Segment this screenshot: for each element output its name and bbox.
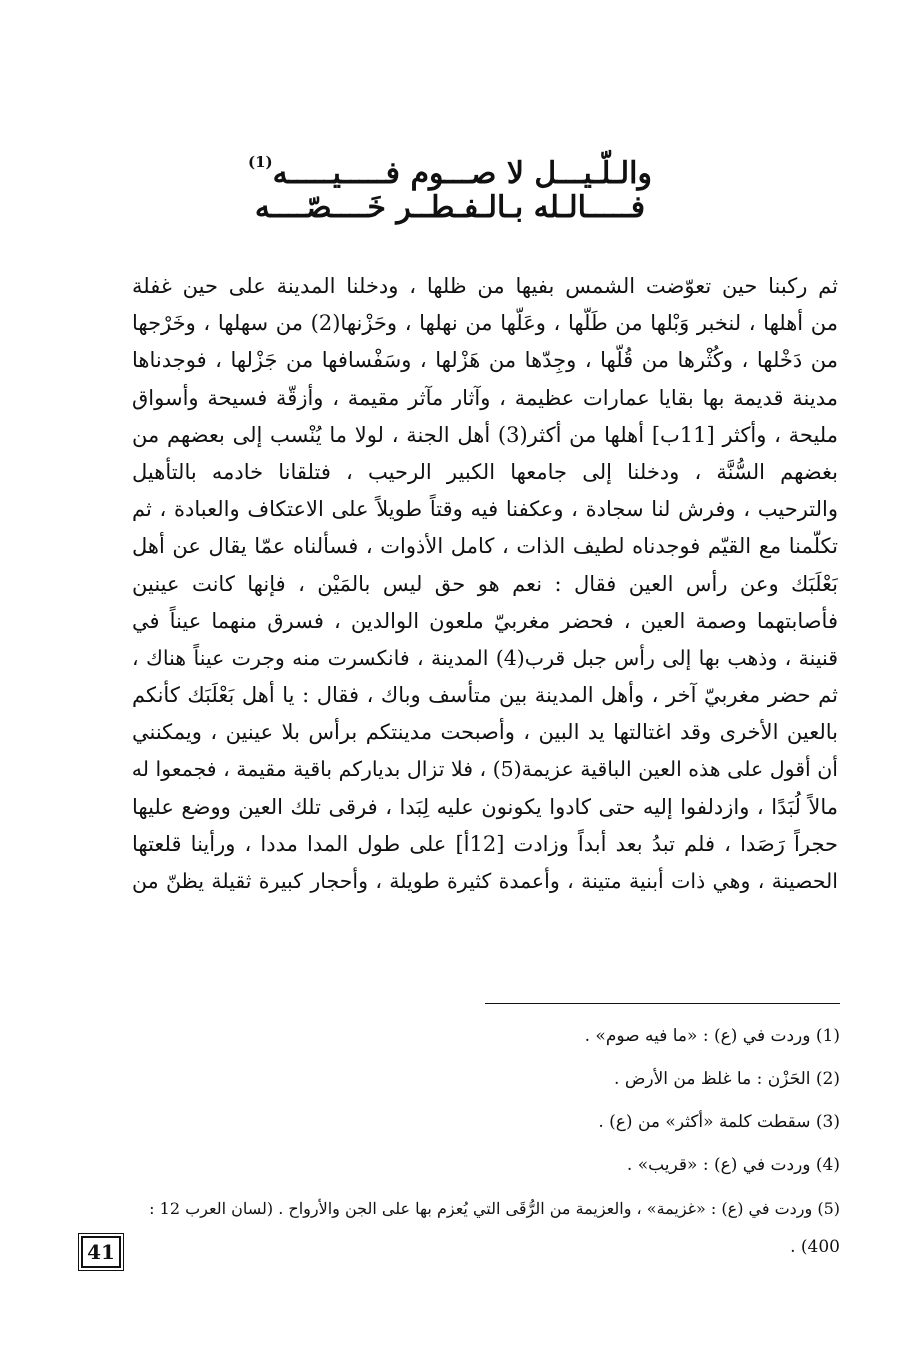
body-line: ثم ركبنا حين تعوّضت الشمس بفيها من ظلها ، ودخلنا المدينة على حين غفلة xyxy=(132,274,838,298)
body-line: حجراً رَصَدا ، فلم تبدُ بعد أبداً وزادت [12أ] على طول المدا مددا ، ورأينا قلعتها xyxy=(132,831,838,856)
body-line: بغضهم السُّنَّة ، ودخلنا إلى جامعها الكبير الرحيب ، فتلقانا خادمه بالتأهيل xyxy=(132,459,838,484)
body-line: مليحة ، وأكثر [11ب] أهلها من أكثر(3) أهل الجنة ، لولا ما يُنْسب إلى بعضهم من xyxy=(132,422,838,447)
verse-line-1-text: والـلّـيـــل لا صـــوم فـــــيـــــه xyxy=(272,156,652,191)
footnotes xyxy=(132,1015,840,1264)
body-line: قنينة ، وذهب بها إلى رأس جبل قرب(4) المدينة ، فانكسرت منه وجرت عيناً هناك ، xyxy=(132,645,838,670)
footnote-5-continuation xyxy=(132,1230,840,1264)
body-line: مدينة قديمة بها بقايا عمارات عظيمة ، وآثار مآثر مقيمة ، وأزقّة فسيحة وأسواق xyxy=(132,385,838,410)
footnote-1: (1) وردت في (ع) : «ما فيه صوم» . xyxy=(584,1026,840,1046)
verse-footnote-marker: (1) xyxy=(248,153,273,171)
body-line: بالعين الأخرى وقد اغتالتها يد البين ، وأصبحت مدينتكم برأس بلا عينين ، ويمكنني xyxy=(132,720,838,745)
body-line: من دَخْلها ، وكُثْرها من قُلّها ، وجِدّها من هَزْلها ، وسَفْسافها من جَزْلها ، فوجدناها xyxy=(132,348,838,373)
body-line: فأصابتهما وصمة العين ، فحضر مغربيّ ملعون الوالدين ، فسرق منهما عيناً في xyxy=(132,608,838,633)
verse-line-2-text: فـــــالـله بـالـفـطــر خَــــصّــــه xyxy=(254,190,646,225)
body-line: مالاً لُبَدًا ، وازدلفوا إليه حتى كادوا يكونون عليه لِبَدا ، فرقى تلك العين ووضع عليها xyxy=(132,794,838,819)
footnote-4: (4) وردت في (ع) : «قريب» . xyxy=(626,1155,840,1175)
footnote-5: (5) وردت في (ع) : «غزيمة» ، والعزيمة من الرُّقَى التي يُعزم بها على الجن والأرواح . (لسان العرب 12 : xyxy=(149,1199,840,1218)
footnote-5-continuation-text: 400) . xyxy=(790,1237,840,1257)
footnote-3: (3) سقطت كلمة «أكثر» من (ع) . xyxy=(598,1112,840,1132)
body-line: والترحيب ، وفرش لنا سجادة ، وعكفنا فيه وقتاً طويلاً على الاعتكاف والعبادة ، ثم xyxy=(132,497,838,522)
body-line: تكلّمنا مع القيّم فوجدناه لطيف الذات ، كامل الأذوات ، فسألناه عمّا يقال عن أهل xyxy=(132,534,838,559)
page-number: 41 xyxy=(87,1240,115,1264)
body-line: ثم حضر مغربيّ آخر ، وأهل المدينة بين متأسف وباك ، فقال : يا أهل بَعْلَبَك كأنكم xyxy=(132,683,838,708)
body-line: بَعْلَبَك وعن رأس العين فقال : نعم هو حق ليس بالمَيْن ، فإنها كانت عينين xyxy=(132,571,838,596)
verse-line-2 xyxy=(140,186,760,230)
body-line: أن أقول على هذه العين الباقية عزيمة(5) ، فلا تزال بدياركم باقية مقيمة ، فجمعوا له xyxy=(132,757,838,782)
body-line: من أهلها ، لنخبر وَبْلها من طَلّها ، وعَلّها من نهلها ، وحَزْنها(2) من سهلها ، وخَرْجها xyxy=(132,311,838,336)
footnote-divider xyxy=(485,1003,840,1004)
page-number-box xyxy=(81,1236,121,1268)
body-paragraph xyxy=(132,268,838,900)
footnote-2: (2) الحَزْن : ما غلظ من الأرض . xyxy=(614,1069,840,1089)
body-line: الحصينة ، وهي ذات أبنية متينة ، وأعمدة كثيرة طويلة ، وأحجار كبيرة ثقيلة يظنّ من xyxy=(132,869,838,893)
